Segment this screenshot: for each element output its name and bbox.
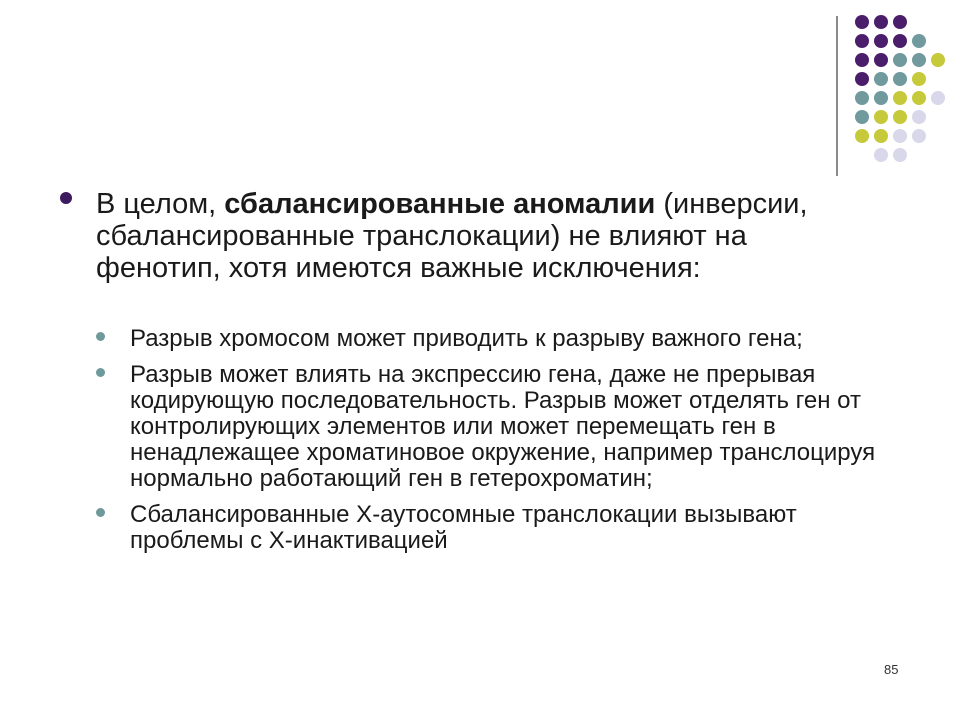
sub-bullet-item: [96, 502, 896, 554]
decorative-dot: [855, 91, 869, 105]
decorative-dot: [893, 15, 907, 29]
sub-bullet-item: [96, 362, 896, 492]
decorative-dot: [874, 15, 888, 29]
decorative-dot: [931, 91, 945, 105]
decorative-dot: [893, 34, 907, 48]
decorative-dot: [893, 110, 907, 124]
decorative-dot: [893, 53, 907, 67]
main-bullet-prefix: В целом,: [96, 188, 225, 220]
sub-bullet-icon: [96, 508, 105, 517]
decorative-dot: [931, 53, 945, 67]
bullet-icon: [60, 192, 72, 204]
sub-bullet-icon: [96, 368, 105, 377]
decorative-dot: [874, 53, 888, 67]
decorative-dot: [893, 72, 907, 86]
decorative-dot: [855, 129, 869, 143]
decorative-dot: [912, 91, 926, 105]
sub-bullet-icon: [96, 332, 105, 341]
page-number: 85: [884, 662, 899, 677]
sub-bullet-item: [96, 326, 896, 352]
decorative-dot: [874, 34, 888, 48]
main-bullet-bold: сбалансированные аномалии: [224, 188, 656, 220]
decorative-dot: [874, 72, 888, 86]
decorative-dot: [912, 110, 926, 124]
decorative-dot-grid: [0, 0, 960, 200]
sub-bullet-text: Сбалансированные Х-аутосомные транслокации вызывают проблемы с Х-инактивацией: [130, 501, 797, 554]
decorative-dot: [893, 148, 907, 162]
decorative-dot: [855, 110, 869, 124]
sub-bullet-text: Разрыв хромосом может приводить к разрыву важного гена;: [130, 325, 803, 352]
sub-bullet-list: [96, 326, 896, 564]
decorative-dot: [874, 129, 888, 143]
decorative-dot: [912, 129, 926, 143]
decorative-dot: [893, 91, 907, 105]
main-bullet: [60, 188, 860, 284]
decorative-dot: [874, 91, 888, 105]
decorative-dot: [912, 34, 926, 48]
decorative-dot: [912, 72, 926, 86]
decorative-dot: [893, 129, 907, 143]
sub-bullet-text: Разрыв может влиять на экспрессию гена, даже не прерывая кодирующую последовательность. Разрыв может отделять ген от контролирующих элементов или может перемещать ген в ненадлежащее хроматиновое окружение, например транслоцируя нормально работающий ген в гетерохроматин;: [130, 361, 876, 492]
decorative-dot: [874, 148, 888, 162]
decorative-dot: [874, 110, 888, 124]
main-bullet-text: [96, 188, 860, 284]
decorative-dot: [912, 53, 926, 67]
main-bullet-rest: (инверсии, сбалансированные транслокации) не влияют на фенотип, хотя имеются важные исключения:: [96, 188, 808, 284]
decorative-dot: [855, 53, 869, 67]
decorative-dot: [855, 72, 869, 86]
decorative-dot: [855, 15, 869, 29]
decorative-dot: [855, 34, 869, 48]
